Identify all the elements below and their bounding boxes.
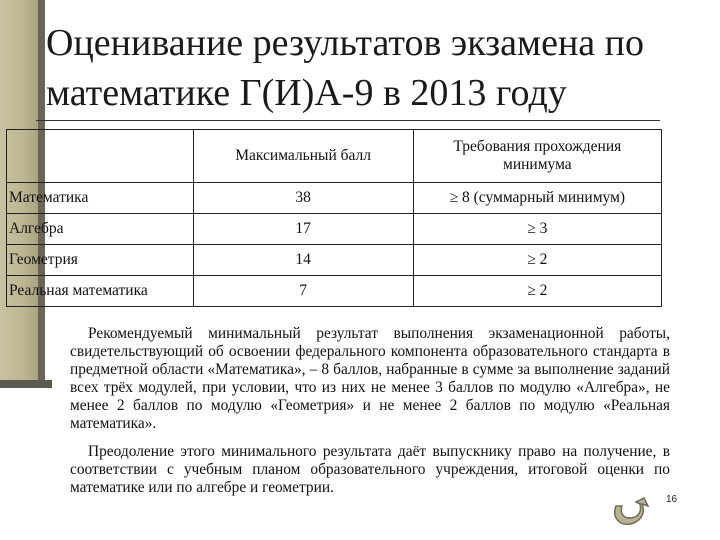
note-minimum-result xyxy=(70,325,670,433)
table-header-row xyxy=(7,130,662,183)
row-min-requirement: ≥ 3 xyxy=(413,214,661,245)
row-max-score: 7 xyxy=(193,276,413,307)
row-min-requirement: ≥ 8 (суммарный минимум) xyxy=(413,183,661,214)
row-max-score: 17 xyxy=(193,214,413,245)
row-subject: Математика xyxy=(7,183,194,214)
header-min-requirement: Требования прохождения минимума xyxy=(413,130,661,183)
curved-arrow-shape xyxy=(615,498,648,524)
slide-title: Оценивание результатов экзамена по математике Г(И)А-9 в 2013 году xyxy=(46,22,644,114)
note-overcoming-minimum xyxy=(70,443,670,497)
page-number: 16 xyxy=(666,494,678,505)
title-underline xyxy=(36,120,660,121)
row-subject: Алгебра xyxy=(7,214,194,245)
table-row xyxy=(7,183,662,214)
table-row xyxy=(7,214,662,245)
header-subject xyxy=(7,130,194,183)
table-row xyxy=(7,245,662,276)
header-max-score: Максимальный балл xyxy=(193,130,413,183)
row-min-requirement: ≥ 2 xyxy=(413,276,661,307)
table-row xyxy=(7,276,662,307)
note-paragraph-1: Рекомендуемый минимальный результат выполнения экзаменационной работы, свидетельствующий об освоении федерального компонента образовательного стандарта в предметной области «Математика», – 8 баллов, набранные в сумме за выполнение заданий всех трёх модулей, при условии, что из них не менее 3 баллов по модулю «Алгебра», не менее 2 баллов по модулю «Геометрия» и не менее 2 баллов по модулю «Реальная математика». xyxy=(70,325,670,432)
row-subject: Геометрия xyxy=(7,245,194,276)
note-paragraph-2: Преодоление этого минимального результата даёт выпускнику право на получение, в соответствии с учебным планом образовательного учреждения, итоговой оценки по математике или по алгебре и геометрии. xyxy=(70,443,670,496)
results-table xyxy=(6,129,662,307)
row-min-requirement: ≥ 2 xyxy=(413,245,661,276)
decorative-bar-rule xyxy=(0,380,52,388)
curved-arrow-icon[interactable] xyxy=(608,496,654,528)
row-max-score: 14 xyxy=(193,245,413,276)
row-max-score: 38 xyxy=(193,183,413,214)
row-subject: Реальная математика xyxy=(7,276,194,307)
